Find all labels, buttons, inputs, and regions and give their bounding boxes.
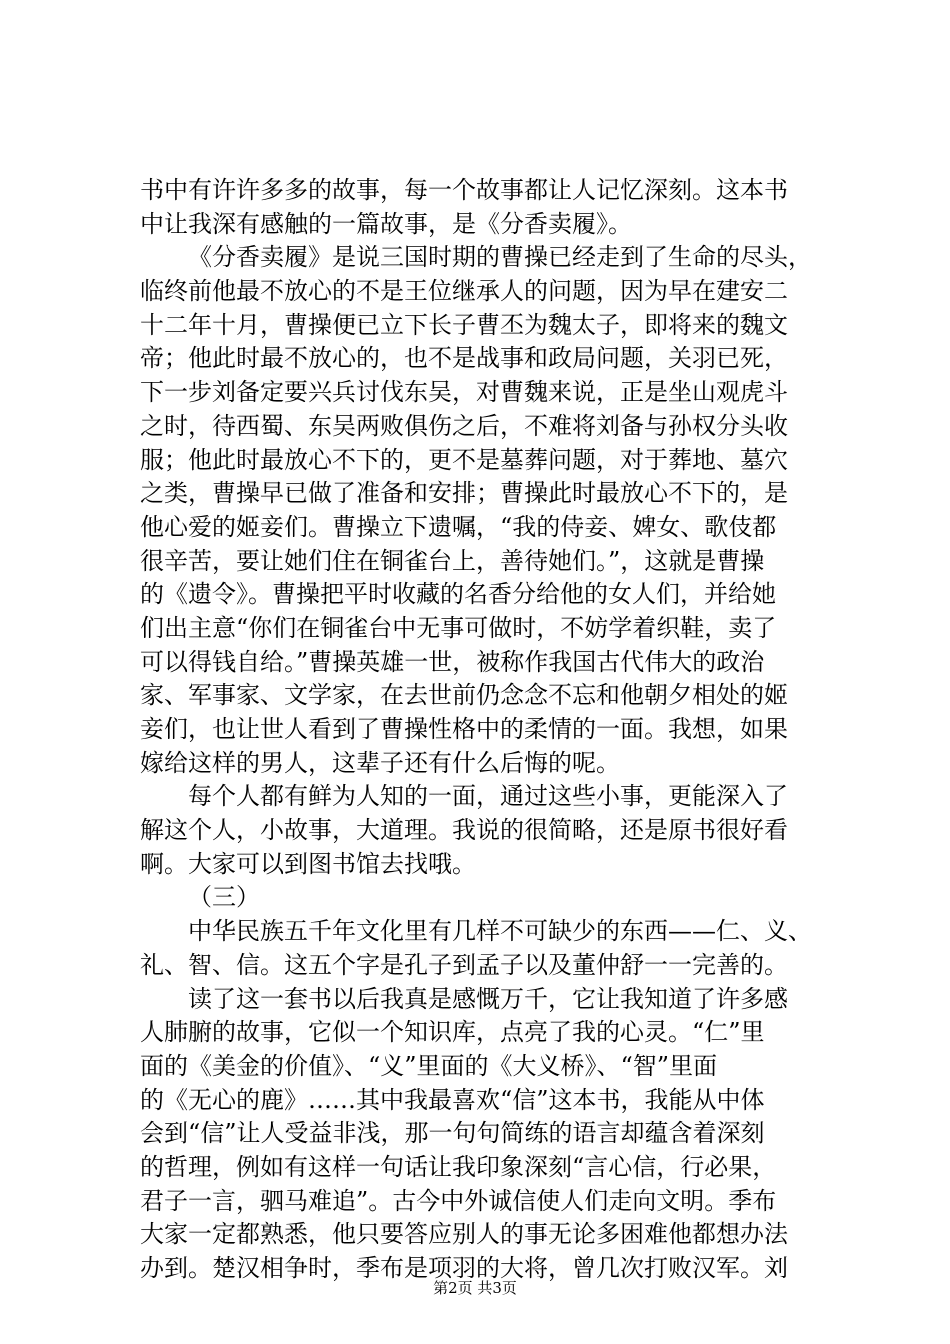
text-line: 可以得钱自给。”曹操英雄一世，被称作我国古代伟大的政治 xyxy=(140,647,765,676)
text-line: 人肺腑的故事，它似一个知识库，点亮了我的心灵。“仁”里 xyxy=(140,1018,765,1047)
text-line: 中让我深有感触的一篇故事，是《分香卖履》。 xyxy=(140,209,632,238)
text-line: 之类，曹操早已做了准备和安排；曹操此时最放心不下的，是 xyxy=(140,479,788,508)
text-line: 服；他此时最放心不下的，更不是墓葬问题，对于葬地、墓穴 xyxy=(140,445,788,474)
text-line: 十二年十月，曹操便已立下长子曹丕为魏太子，即将来的魏文 xyxy=(140,310,788,339)
text-line: 会到“信”让人受益非浅，那一句句简练的语言却蕴含着深刻 xyxy=(140,1119,765,1148)
text-line: 很辛苦，要让她们住在铜雀台上，善待她们。”，这就是曹操 xyxy=(140,546,765,575)
text-line: 礼、智、信。这五个字是孔子到孟子以及董仲舒一一完善的。 xyxy=(140,950,788,979)
text-line: 下一步刘备定要兴兵讨伐东吴，对曹魏来说，正是坐山观虎斗 xyxy=(140,378,788,407)
text-line: 君子一言，驷马难追”。古今中外诚信使人们走向文明。季布 xyxy=(140,1186,777,1215)
text-line: 的《无心的鹿》……其中我最喜欢“信”这本书，我能从中体 xyxy=(140,1085,765,1114)
text-line: 办到。楚汉相争时，季布是项羽的大将，曾几次打败汉军。刘 xyxy=(140,1254,788,1282)
text-line: 每个人都有鲜为人知的一面，通过这些小事，更能深入了 xyxy=(188,782,788,811)
text-line: 临终前他最不放心的不是王位继承人的问题，因为早在建安二 xyxy=(140,277,788,306)
text-line: 解这个人，小故事，大道理。我说的很简略，还是原书很好看 xyxy=(140,816,788,845)
text-line: 《分香卖履》是说三国时期的曹操已经走到了生命的尽头， xyxy=(188,243,812,272)
page-number-footer: 第2页 共3页 xyxy=(433,1279,517,1297)
text-line: 中华民族五千年文化里有几样不可缺少的东西——仁、义、 xyxy=(188,917,812,946)
text-line: 家、军事家、文学家，在去世前仍念念不忘和他朝夕相处的姬 xyxy=(140,681,788,710)
text-line: 之时，待西蜀、东吴两败俱伤之后，不难将刘备与孙权分头收 xyxy=(140,411,788,440)
text-line: 面的《美金的价值》、“义”里面的《大义桥》、“智”里面 xyxy=(140,1051,718,1080)
text-line: 妾们，也让世人看到了曹操性格中的柔情的一面。我想，如果 xyxy=(140,715,788,743)
text-line: 帝；他此时最不放心的，也不是战事和政局问题，关羽已死， xyxy=(140,344,788,373)
text-line: 读了这一套书以后我真是感慨万千，它让我知道了许多感 xyxy=(188,984,788,1013)
text-line: 书中有许许多多的故事，每一个故事都让人记忆深刻。这本书 xyxy=(140,176,788,204)
text-line: 们出主意“你们在铜雀台中无事可做时，不妨学着织鞋，卖了 xyxy=(140,613,777,642)
document-body xyxy=(140,174,840,1286)
text-line: （三） xyxy=(188,883,260,912)
text-line: 啊。大家可以到图书馆去找哦。 xyxy=(140,849,476,878)
text-line: 嫁给这样的男人，这辈子还有什么后悔的呢。 xyxy=(140,748,620,777)
text-line: 的哲理，例如有这样一句话让我印象深刻“言心信，行必果， xyxy=(140,1152,777,1181)
text-line: 他心爱的姬妾们。曹操立下遗嘱，“我的侍妾、婢女、歌伎都 xyxy=(140,512,777,541)
text-line: 的《遗令》。曹操把平时收藏的名香分给他的女人们，并给她 xyxy=(140,580,776,609)
text-line: 大家一定都熟悉，他只要答应别人的事无论多困难他都想办法 xyxy=(140,1220,788,1249)
